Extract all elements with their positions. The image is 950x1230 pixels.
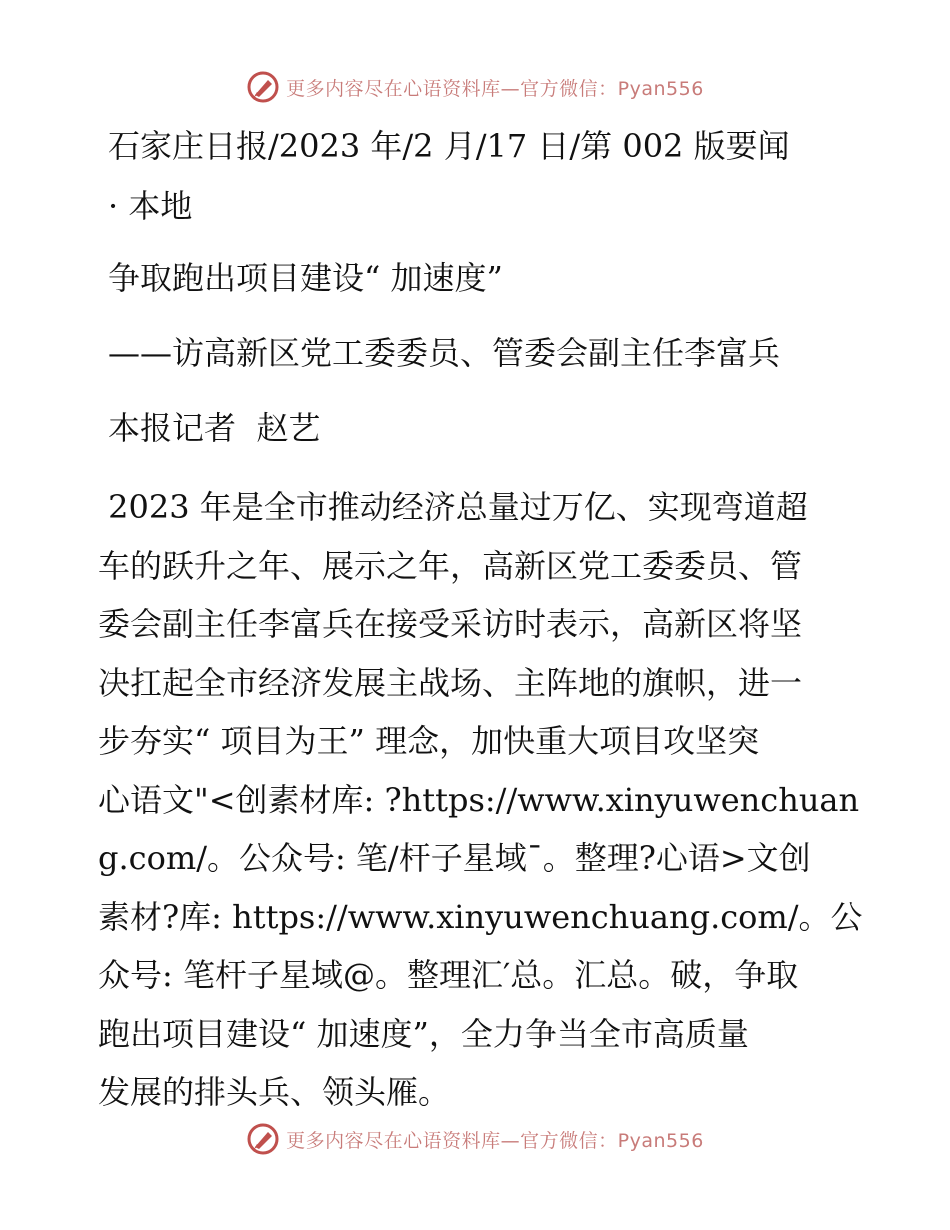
body-line: 素材?库: https://www.xinyuwenchuang.com/。公 [98, 897, 863, 936]
body-line: 2023 年是全市推动经济总量过万亿、实现弯道超 [98, 488, 808, 526]
watermark-banner-top [0, 70, 950, 104]
body-line: 跑出项目建设“ 加速度”，全力争当全市高质量 [98, 1014, 749, 1053]
pen-logo-icon [246, 70, 280, 104]
body-line: g.com/。公众号: 笔/杆子星域¯。整理?心语>文创 [98, 839, 811, 877]
newspaper-source-line: 石家庄日报/2023 年/2 月/17 日/第 002 版要闻 [108, 127, 790, 165]
article-body [98, 478, 863, 1122]
body-line: 步夯实“ 项目为王” 理念，加快重大项目攻坚突 [98, 722, 760, 760]
watermark-banner-bottom [0, 1122, 950, 1156]
body-line: 心语文"<创素材库: ?https://www.xinyuwenchuan [98, 780, 860, 819]
body-line: 车的跃升之年、展示之年，高新区党工委委员、管 [98, 546, 803, 585]
body-line: 决扛起全市经济发展主战场、主阵地的旗帜，进一 [98, 663, 803, 702]
body-line: 众号: 笔杆子星域@。整理汇′总。汇总。破，争取 [98, 956, 799, 994]
newspaper-section: · 本地 [108, 187, 193, 225]
article-subtitle: ——访高新区党工委委员、管委会副主任李富兵 [108, 334, 781, 372]
watermark-text: 更多内容尽在心语资料库—官方微信：Pyan556 [286, 77, 704, 100]
watermark-text: 更多内容尽在心语资料库—官方微信：Pyan556 [286, 1129, 704, 1152]
body-line: 委会副主任李富兵在接受采访时表示，高新区将坚 [98, 605, 803, 643]
article-title: 争取跑出项目建设“ 加速度” [108, 259, 503, 297]
body-line: 发展的排头兵、领头雁。 [98, 1073, 451, 1111]
article-byline: 本报记者 赵艺 [108, 409, 321, 447]
pen-logo-icon [246, 1122, 280, 1156]
